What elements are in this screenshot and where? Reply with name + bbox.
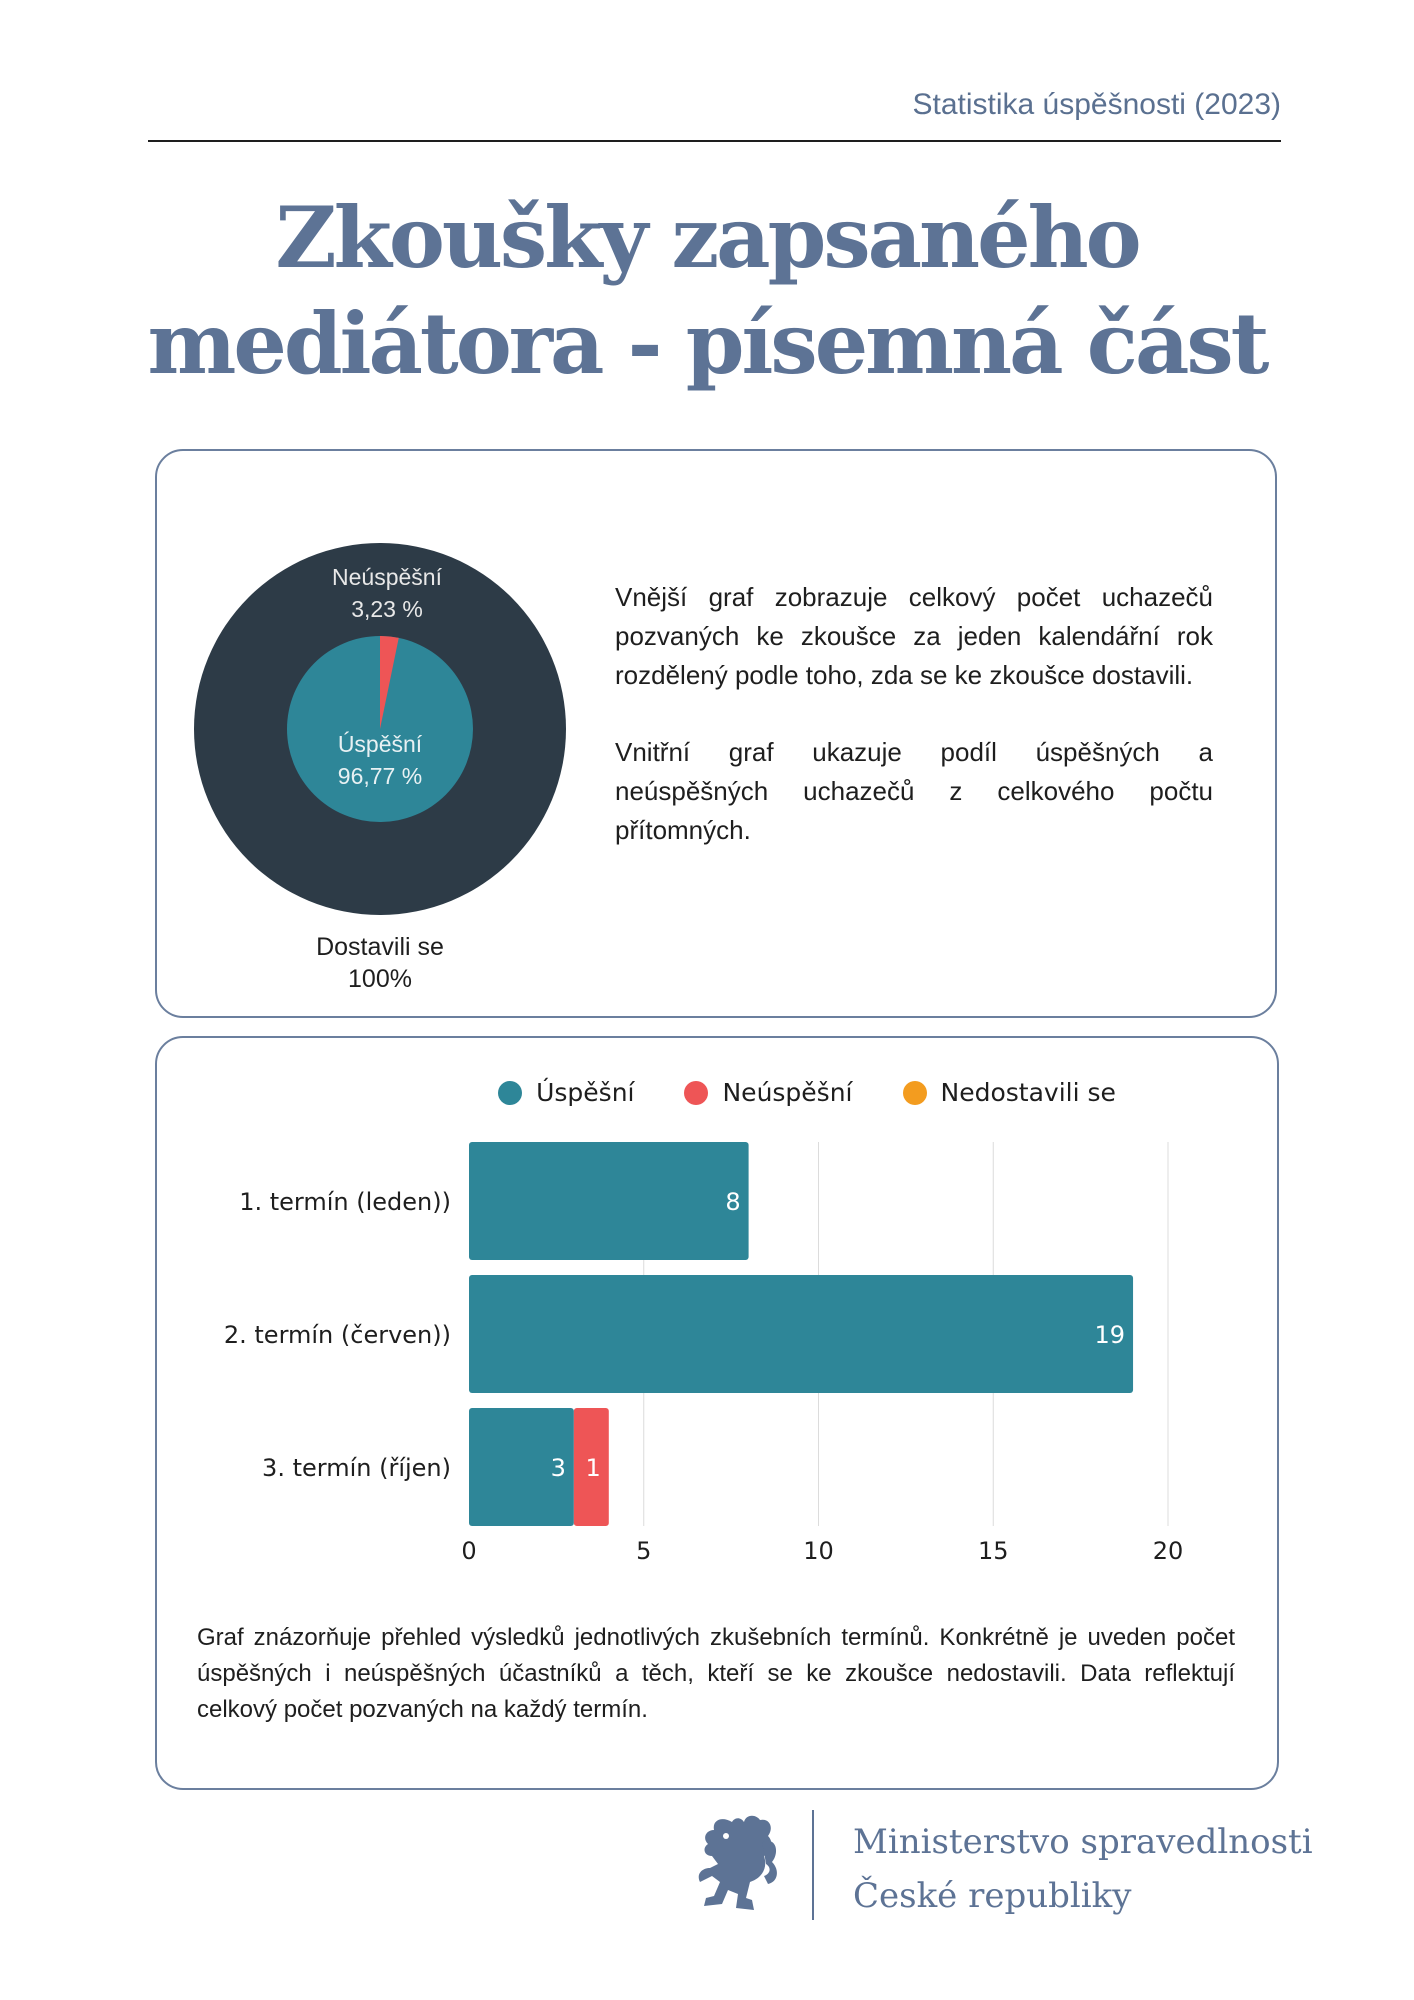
donut-outer-label-value: 100% — [348, 965, 412, 993]
legend-label-success: Úspěšní — [536, 1078, 635, 1107]
x-tick-label-15: 15 — [977, 1537, 1009, 1565]
bar-chart-card — [155, 1036, 1279, 1790]
footer-ministry-name — [853, 1815, 1313, 1923]
bar-value-label-2-series-0: 19 — [1094, 1321, 1126, 1349]
donut-outer-label-name: Dostavili se — [316, 933, 444, 961]
footer-line-1: Ministerstvo spravedlnosti — [853, 1822, 1313, 1862]
bar-chart — [157, 1038, 1277, 1598]
header-rule — [148, 140, 1281, 142]
legend-label-fail: Neúspěšní — [722, 1078, 853, 1107]
footer-line-2: České republiky — [853, 1876, 1132, 1916]
donut-success-label — [280, 728, 480, 792]
donut-description-inner: Vnitřní graf ukazuje podíl úspěšných a neúspěšných uchazečů z celkového počtu přítomných. — [615, 737, 1213, 845]
donut-outer-label — [270, 931, 490, 995]
x-tick-label-5: 5 — [636, 1537, 652, 1565]
bar-chart-caption: Graf znázorňuje přehled výsledků jednotlivých zkušebních termínů. Konkrétně je uveden počet úspěšných i neúspěšných účastníků a těch, kteří se ke zkoušce nedostavili. Data reflektují celkový počet pozvaných na každý termín. — [197, 1624, 1235, 1723]
page-title-line-1: Zkoušky zapsaného — [275, 188, 1139, 287]
footer-divider — [812, 1810, 814, 1920]
donut-success-label-name: Úspěšní — [337, 731, 423, 757]
bar-value-label-3-series-0: 3 — [550, 1454, 566, 1482]
page-title-line-2: mediátora - písemná část — [147, 294, 1267, 393]
x-tick-label-20: 20 — [1152, 1537, 1184, 1565]
donut-fail-label — [287, 561, 487, 625]
category-label-2: 2. termín (červen)) — [223, 1321, 451, 1349]
bar-value-label-3-series-1: 1 — [585, 1454, 601, 1482]
czech-lion-emblem-icon — [692, 1812, 782, 1916]
category-label-1: 1. termín (leden)) — [239, 1188, 451, 1216]
donut-description-outer: Vnější graf zobrazuje celkový počet uchazečů pozvaných ke zkoušce za jeden kalendářní rok rozdělený podle toho, zda se ke zkoušce dostavili. — [615, 582, 1213, 690]
x-tick-label-10: 10 — [803, 1537, 834, 1565]
bar-value-label-1-series-0: 8 — [725, 1188, 741, 1216]
legend-label-absent: Nedostavili se — [940, 1078, 1116, 1107]
page-title — [0, 185, 1414, 397]
category-label-3: 3. termín (říjen) — [262, 1454, 451, 1482]
bar-1-series-0 — [469, 1142, 749, 1260]
donut-fail-label-name: Neúspěšní — [332, 564, 442, 590]
donut-card — [155, 449, 1277, 1018]
donut-success-label-value: 96,77 % — [337, 763, 423, 789]
bar-2-series-0 — [469, 1275, 1133, 1393]
donut-description — [615, 578, 1213, 888]
x-tick-label-0: 0 — [461, 1537, 477, 1565]
donut-fail-label-value: 3,23 % — [351, 596, 423, 622]
header-subtitle: Statistika úspěšnosti (2023) — [912, 88, 1281, 121]
